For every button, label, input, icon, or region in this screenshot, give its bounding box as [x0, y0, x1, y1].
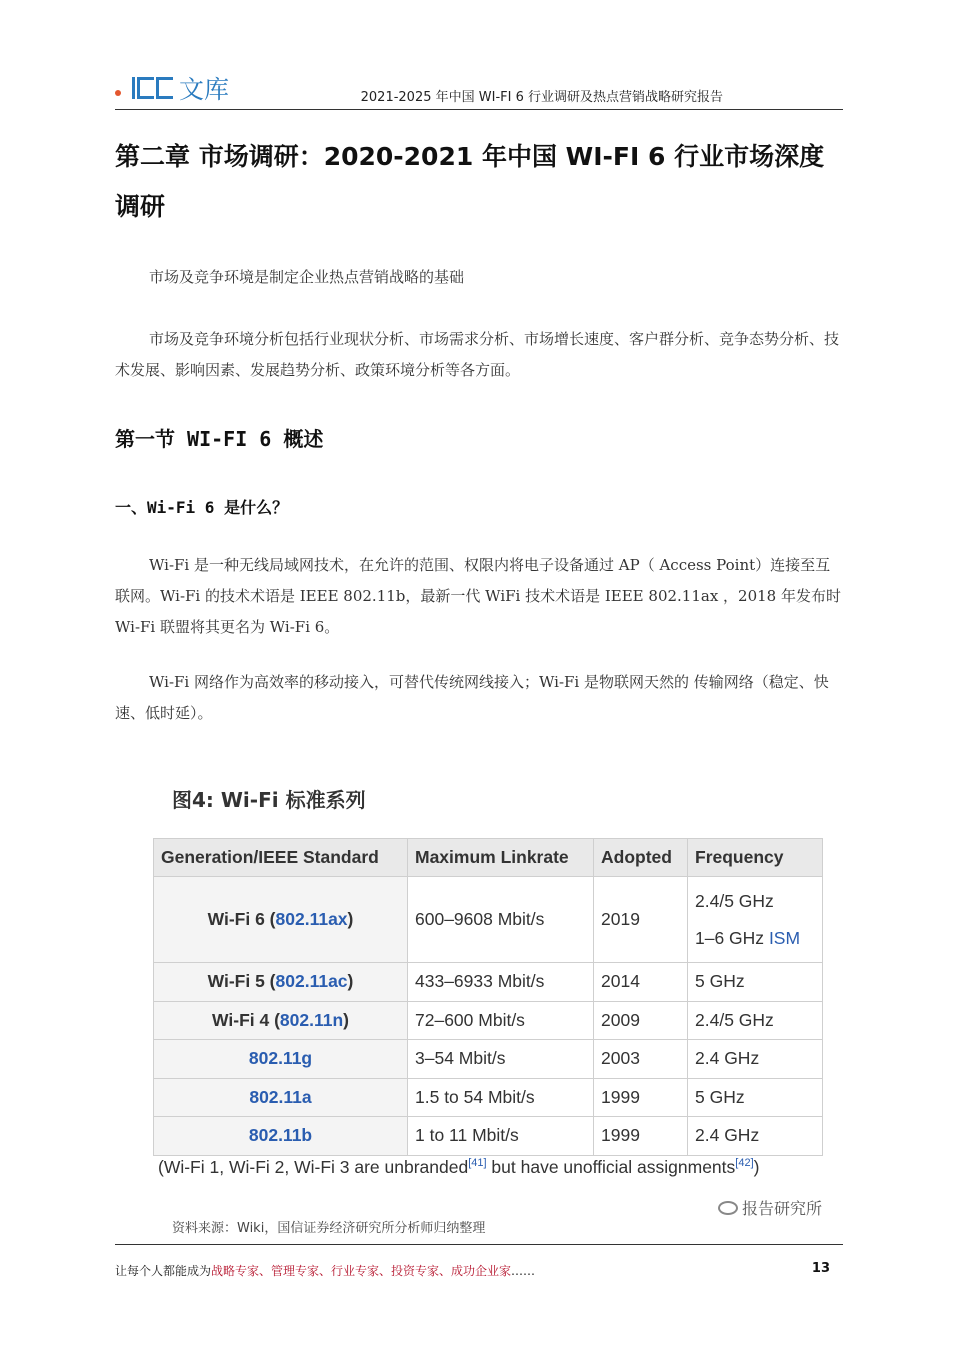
- report-title: 2021-2025 年中国 WI-FI 6 行业调研及热点营销战略研究报告: [360, 90, 723, 105]
- generation-cell: Wi-Fi 4 (802.11n): [154, 1001, 408, 1040]
- standard-link[interactable]: 802.11ax: [275, 909, 348, 929]
- frequency-cell: 2.4 GHz: [688, 1040, 823, 1079]
- generation-cell: Wi-Fi 6 (802.11ax): [154, 877, 408, 963]
- logo: [115, 70, 229, 106]
- adopted-cell: 1999: [594, 1078, 688, 1117]
- generation-cell: [154, 1078, 408, 1117]
- footer-slogan: 让每个人都能成为战略专家、管理专家、行业专家、投资专家、成功企业家……: [115, 1264, 536, 1278]
- ism-link[interactable]: ISM: [768, 927, 801, 948]
- reference-link[interactable]: [42]: [735, 1157, 754, 1170]
- footer-divider: [115, 1244, 843, 1245]
- frequency-cell: 5 GHz: [688, 963, 823, 1002]
- paragraph-2: 市场及竞争环境分析包括行业现状分析、市场需求分析、市场增长速度、客户群分析、竞争态势分析、技术发展、影响因素、发展趋势分析、政策环境分析等各方面。: [115, 330, 840, 379]
- linkrate-cell: 1.5 to 54 Mbit/s: [408, 1078, 594, 1117]
- frequency-cell: 2.4 GHz: [688, 1117, 823, 1156]
- linkrate-cell: 3–54 Mbit/s: [408, 1040, 594, 1079]
- wifi-standards-table: [153, 838, 823, 1156]
- generation-cell: [154, 1040, 408, 1079]
- table-row: [154, 1117, 823, 1156]
- subsection-title: 一、Wi-Fi 6 是什么？: [115, 498, 289, 517]
- logo-dot-icon: [115, 90, 121, 96]
- standard-link[interactable]: 802.11g: [248, 1048, 313, 1069]
- adopted-cell: 1999: [594, 1117, 688, 1156]
- standard-link[interactable]: 802.11b: [248, 1125, 313, 1146]
- column-header: Adopted: [594, 839, 688, 877]
- table-row: [154, 1040, 823, 1079]
- figure-source: 资料来源：Wiki，国信证券经济研究所分析师归纳整理: [172, 1221, 486, 1236]
- figure-watermark: 报告研究所: [718, 1196, 822, 1219]
- figure-note: (Wi-Fi 1, Wi-Fi 2, Wi-Fi 3 are unbranded[41] but have unofficial assignments[42]): [158, 1157, 760, 1177]
- adopted-cell: 2019: [594, 877, 688, 963]
- reference-link[interactable]: [41]: [468, 1157, 487, 1170]
- linkrate-cell: 72–600 Mbit/s: [408, 1001, 594, 1040]
- paragraph-3: Wi-Fi 是一种无线局域网技术，在允许的范围、权限内将电子设备通过 AP（ Access Point）连接至互联网。Wi-Fi 的技术术语是 IEEE 802.11b，最新一代 WiFi 技术术语是 IEEE 802.11ax ，2018 年发布时 Wi-Fi 联盟将其更名为 Wi-Fi 6。: [115, 556, 841, 636]
- page-number: 13: [811, 1261, 830, 1276]
- paragraph-4: Wi-Fi 网络作为高效率的移动接入，可替代传统网线接入；Wi-Fi 是物联网天然的 传输网络（稳定、快速、低时延）。: [115, 673, 829, 722]
- table-row: [154, 963, 823, 1002]
- figure-wifi-standards: [150, 770, 840, 1250]
- column-header: Maximum Linkrate: [408, 839, 594, 877]
- generation-cell: Wi-Fi 5 (802.11ac): [154, 963, 408, 1002]
- frequency-cell: 5 GHz: [688, 1078, 823, 1117]
- page-header: [115, 62, 843, 110]
- section-title: 第一节 WI-FI 6 概述: [115, 427, 324, 451]
- adopted-cell: 2014: [594, 963, 688, 1002]
- paragraph-1: 市场及竞争环境是制定企业热点营销战略的基础: [149, 268, 465, 286]
- linkrate-cell: 433–6933 Mbit/s: [408, 963, 594, 1002]
- frequency-cell: 2.4/5 GHz 1–6 GHz ISM: [688, 877, 823, 963]
- frequency-cell: 2.4/5 GHz: [688, 1001, 823, 1040]
- wechat-icon: [718, 1201, 738, 1215]
- logo-text: 文库: [179, 75, 230, 104]
- table-row: [154, 1078, 823, 1117]
- standard-link[interactable]: 802.11n: [279, 1009, 344, 1030]
- table-header-row: [154, 839, 823, 877]
- logo-mark-icon: [125, 77, 173, 99]
- linkrate-cell: 1 to 11 Mbit/s: [408, 1117, 594, 1156]
- standard-link[interactable]: 802.11a: [249, 1086, 312, 1107]
- linkrate-cell: 600–9608 Mbit/s: [408, 877, 594, 963]
- figure-title: 图4: Wi-Fi 标准系列: [172, 788, 366, 812]
- adopted-cell: 2003: [594, 1040, 688, 1079]
- table-row: [154, 1001, 823, 1040]
- adopted-cell: 2009: [594, 1001, 688, 1040]
- column-header: Generation/IEEE Standard: [154, 839, 408, 877]
- footer-highlight: 战略专家、管理专家、行业专家、投资专家、成功企业家: [211, 1264, 512, 1278]
- generation-cell: [154, 1117, 408, 1156]
- column-header: Frequency: [688, 839, 823, 877]
- table-row: [154, 877, 823, 963]
- standard-link[interactable]: 802.11ac: [275, 971, 348, 992]
- chapter-title: 第二章 市场调研：2020-2021 年中国 WI-FI 6 行业市场深度调研: [115, 142, 825, 221]
